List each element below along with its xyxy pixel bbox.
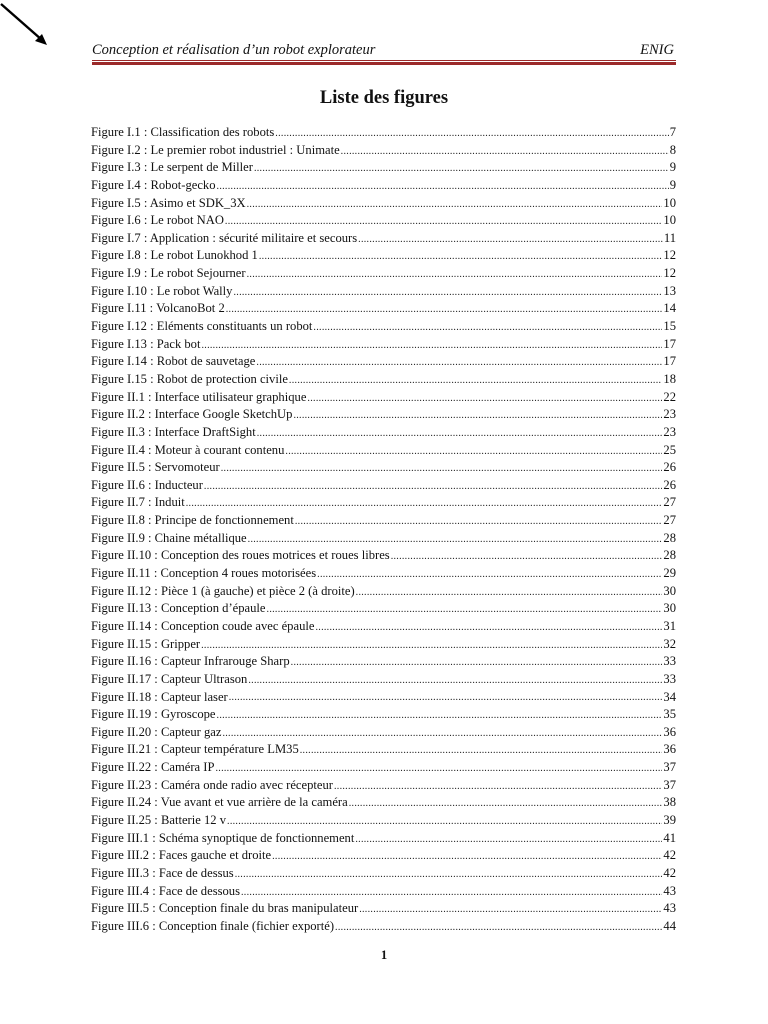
toc-entry[interactable] (91, 124, 676, 142)
toc-entry-page: 30 (663, 583, 676, 598)
toc-entry-page: 15 (663, 319, 676, 334)
toc-entry-label: Figure III.1 : Schéma synoptique de fonctionnement (91, 830, 355, 845)
toc-entry-page: 37 (663, 760, 676, 775)
toc-entry[interactable] (91, 318, 676, 336)
toc-entry-label: Figure II.12 : Pièce 1 (à gauche) et pièce 2 (à droite) (91, 583, 355, 598)
toc-dot-leader (313, 320, 662, 332)
toc-entry-label: Figure I.13 : Pack bot (91, 336, 201, 351)
toc-entry-page: 38 (663, 795, 676, 810)
toc-dot-leader (247, 267, 663, 279)
toc-entry-label: Figure II.23 : Caméra onde radio avec récepteur (91, 777, 333, 792)
toc-entry-page: 11 (663, 230, 676, 245)
toc-entry-page: 12 (663, 266, 676, 281)
toc-dot-leader (217, 708, 663, 720)
toc-dot-leader (317, 567, 662, 579)
toc-entry-page: 44 (663, 918, 676, 933)
toc-dot-leader (247, 196, 663, 208)
toc-entry-label: Figure II.9 : Chaine métallique (91, 530, 247, 545)
toc-dot-leader (229, 690, 663, 702)
toc-entry-label: Figure II.2 : Interface Google SketchUp (91, 407, 293, 422)
toc-dot-leader (233, 284, 662, 296)
toc-entry-page: 26 (663, 477, 676, 492)
toc-entry-label: Figure II.20 : Capteur gaz (91, 724, 222, 739)
toc-entry[interactable] (91, 389, 676, 407)
toc-dot-leader (248, 673, 662, 685)
toc-entry[interactable] (91, 265, 676, 283)
toc-entry[interactable] (91, 212, 676, 230)
header-rule-thin (92, 60, 676, 61)
toc-dot-leader (391, 549, 663, 561)
toc-dot-leader (315, 620, 662, 632)
toc-entry[interactable] (91, 494, 676, 512)
toc-dot-leader (267, 602, 663, 614)
toc-entry-label: Figure II.19 : Gyroscope (91, 707, 216, 722)
toc-dot-leader (201, 337, 662, 349)
toc-entry-page: 37 (663, 777, 676, 792)
toc-entry[interactable] (91, 336, 676, 354)
toc-entry-page: 17 (663, 336, 676, 351)
toc-dot-leader (285, 443, 662, 455)
toc-dot-leader (349, 796, 663, 808)
toc-entry-label: Figure II.25 : Batterie 12 v (91, 812, 227, 827)
toc-entry[interactable] (91, 600, 676, 618)
toc-entry-label: Figure III.4 : Face de dessous (91, 883, 240, 898)
toc-entry-label: Figure II.6 : Inducteur (91, 477, 203, 492)
toc-entry-label: Figure I.9 : Le robot Sejourner (91, 266, 246, 281)
toc-dot-leader (355, 831, 662, 843)
toc-entry-label: Figure I.14 : Robot de sauvetage (91, 354, 256, 369)
header-rule-thick (92, 62, 676, 65)
toc-entry-page: 28 (663, 530, 676, 545)
toc-entry[interactable] (91, 724, 676, 742)
toc-entry[interactable] (91, 636, 676, 654)
toc-entry[interactable] (91, 512, 676, 530)
toc-entry-label: Figure II.16 : Capteur Infrarouge Sharp (91, 654, 290, 669)
toc-entry[interactable] (91, 530, 676, 548)
toc-dot-leader (204, 478, 662, 490)
toc-entry-page: 32 (663, 636, 676, 651)
toc-entry[interactable] (91, 653, 676, 671)
toc-entry[interactable] (91, 247, 676, 265)
toc-dot-leader (359, 902, 662, 914)
toc-entry-label: Figure II.17 : Capteur Ultrason (91, 671, 248, 686)
toc-entry-page: 26 (663, 460, 676, 475)
toc-entry-page: 35 (663, 707, 676, 722)
toc-entry-page: 18 (663, 371, 676, 386)
toc-entry[interactable] (91, 883, 676, 901)
toc-entry-label: Figure II.4 : Moteur à courant contenu (91, 442, 285, 457)
toc-dot-leader (186, 496, 663, 508)
toc-entry-label: Figure I.5 : Asimo et SDK_3X (91, 195, 246, 210)
toc-entry-page: 34 (663, 689, 676, 704)
toc-entry-page: 27 (663, 495, 676, 510)
toc-dot-leader (254, 161, 669, 173)
toc-entry-label: Figure II.3 : Interface DraftSight (91, 424, 256, 439)
toc-entry-page: 33 (663, 671, 676, 686)
toc-entry-label: Figure II.7 : Induit (91, 495, 185, 510)
toc-entry-label: Figure I.2 : Le premier robot industriel : Unimate (91, 142, 340, 157)
toc-entry[interactable] (91, 477, 676, 495)
toc-entry-label: Figure I.4 : Robot-gecko (91, 177, 216, 192)
toc-entry-label: Figure I.10 : Le robot Wally (91, 283, 233, 298)
toc-entry-page: 43 (663, 901, 676, 916)
toc-entry-label: Figure III.6 : Conception finale (fichier exporté) (91, 918, 335, 933)
toc-entry[interactable] (91, 794, 676, 812)
toc-entry-page: 23 (663, 407, 676, 422)
toc-dot-leader (334, 778, 662, 790)
toc-dot-leader (341, 143, 669, 155)
toc-entry-label: Figure II.10 : Conception des roues motrices et roues libres (91, 548, 390, 563)
toc-entry-page: 8 (669, 142, 676, 157)
toc-dot-leader (201, 637, 662, 649)
toc-entry[interactable] (91, 177, 676, 195)
toc-entry-label: Figure II.21 : Capteur température LM35 (91, 742, 299, 757)
toc-dot-leader (222, 725, 662, 737)
toc-entry-page: 36 (663, 742, 676, 757)
toc-entry[interactable] (91, 442, 676, 460)
toc-entry[interactable] (91, 142, 676, 160)
toc-entry[interactable] (91, 565, 676, 583)
toc-dot-leader (335, 919, 662, 931)
page-header (92, 42, 676, 60)
toc-entry-label: Figure II.11 : Conception 4 roues motorisées (91, 566, 317, 581)
toc-dot-leader (221, 461, 663, 473)
toc-dot-leader (295, 514, 663, 526)
toc-entry-label: Figure I.6 : Le robot NAO (91, 213, 224, 228)
toc-entry-label: Figure II.18 : Capteur laser (91, 689, 228, 704)
toc-entry-page: 39 (663, 812, 676, 827)
toc-dot-leader (356, 584, 663, 596)
toc-entry[interactable] (91, 689, 676, 707)
toc-dot-leader (217, 179, 669, 191)
toc-entry-label: Figure II.24 : Vue avant et vue arrière de la caméra (91, 795, 348, 810)
toc-entry[interactable] (91, 777, 676, 795)
toc-entry-page: 23 (663, 424, 676, 439)
toc-entry-page: 43 (663, 883, 676, 898)
toc-entry-page: 9 (669, 177, 676, 192)
toc-entry[interactable] (91, 583, 676, 601)
toc-entry[interactable] (91, 406, 676, 424)
toc-dot-leader (307, 390, 662, 402)
toc-dot-leader (300, 743, 663, 755)
toc-entry-label: Figure I.8 : Le robot Lunokhod 1 (91, 248, 258, 263)
toc-entry-label: Figure I.11 : VolcanoBot 2 (91, 301, 225, 316)
toc-entry[interactable] (91, 847, 676, 865)
toc-entry-page: 10 (663, 195, 676, 210)
toc-entry[interactable] (91, 918, 676, 936)
toc-entry-label: Figure III.5 : Conception finale du bras manipulateur (91, 901, 359, 916)
toc-entry[interactable] (91, 230, 676, 248)
toc-entry[interactable] (91, 283, 676, 301)
toc-entry-label: Figure II.22 : Caméra IP (91, 760, 215, 775)
toc-entry-page: 27 (663, 513, 676, 528)
toc-entry[interactable] (91, 671, 676, 689)
toc-entry[interactable] (91, 741, 676, 759)
toc-entry-label: Figure I.7 : Application : sécurité militaire et secours (91, 230, 358, 245)
toc-entry-label: Figure II.5 : Servomoteur (91, 460, 220, 475)
toc-entry-page: 42 (663, 848, 676, 863)
toc-entry-page: 28 (663, 548, 676, 563)
toc-dot-leader (226, 302, 663, 314)
toc-dot-leader (289, 373, 662, 385)
toc-dot-leader (241, 884, 662, 896)
toc-entry-label: Figure III.2 : Faces gauche et droite (91, 848, 272, 863)
toc-entry-page: 25 (663, 442, 676, 457)
toc-dot-leader (291, 655, 663, 667)
header-document-title: Conception et réalisation d’un robot explorateur (92, 42, 376, 58)
toc-entry[interactable] (91, 759, 676, 777)
toc-entry-page: 29 (663, 566, 676, 581)
toc-entry-page: 13 (663, 283, 676, 298)
toc-entry-page: 42 (663, 865, 676, 880)
toc-entry-label: Figure II.13 : Conception d’épaule (91, 601, 266, 616)
toc-entry-label: Figure I.12 : Eléments constituants un robot (91, 319, 313, 334)
toc-entry-label: Figure II.8 : Principe de fonctionnement (91, 513, 294, 528)
toc-entry-page: 17 (663, 354, 676, 369)
toc-entry-page: 14 (663, 301, 676, 316)
toc-dot-leader (227, 814, 662, 826)
toc-entry[interactable] (91, 459, 676, 477)
toc-entry[interactable] (91, 300, 676, 318)
toc-entry[interactable] (91, 547, 676, 565)
page-number: 1 (380, 948, 388, 962)
toc-entry-page: 36 (663, 724, 676, 739)
toc-dot-leader (293, 408, 662, 420)
toc-entry-page: 31 (663, 618, 676, 633)
corner-arrow-icon (0, 0, 56, 52)
toc-entry[interactable] (91, 424, 676, 442)
toc-entry-page: 7 (669, 125, 676, 139)
toc-entry-page: 12 (663, 248, 676, 263)
toc-dot-leader (235, 867, 663, 879)
list-of-figures (91, 124, 676, 935)
toc-dot-leader (256, 355, 662, 367)
toc-entry-page: 30 (663, 601, 676, 616)
toc-dot-leader (272, 849, 662, 861)
toc-dot-leader (275, 126, 668, 138)
toc-entry-page: 33 (663, 654, 676, 669)
toc-dot-leader (248, 531, 663, 543)
page-title: Liste des figures (319, 88, 449, 108)
toc-entry[interactable] (91, 706, 676, 724)
toc-dot-leader (257, 426, 663, 438)
toc-entry-page: 22 (663, 389, 676, 404)
toc-entry[interactable] (91, 195, 676, 213)
toc-entry-label: Figure II.1 : Interface utilisateur graphique (91, 389, 307, 404)
header-institution: ENIG (640, 42, 674, 58)
toc-entry-label: Figure III.3 : Face de dessus (91, 865, 234, 880)
toc-entry[interactable] (91, 830, 676, 848)
toc-dot-leader (259, 249, 663, 261)
toc-dot-leader (358, 231, 663, 243)
toc-entry-label: Figure I.1 : Classification des robots (91, 125, 275, 139)
toc-entry[interactable] (91, 900, 676, 918)
toc-entry-page: 10 (663, 213, 676, 228)
toc-dot-leader (225, 214, 662, 226)
toc-entry[interactable] (91, 353, 676, 371)
toc-entry[interactable] (91, 812, 676, 830)
toc-entry[interactable] (91, 159, 676, 177)
toc-entry[interactable] (91, 865, 676, 883)
toc-dot-leader (215, 761, 662, 773)
toc-entry-page: 9 (669, 160, 676, 175)
toc-entry-page: 41 (663, 830, 676, 845)
toc-entry-label: Figure I.15 : Robot de protection civile (91, 371, 288, 386)
toc-entry-label: Figure I.3 : Le serpent de Miller (91, 160, 253, 175)
toc-entry-label: Figure II.15 : Gripper (91, 636, 201, 651)
toc-entry[interactable] (91, 618, 676, 636)
toc-entry-label: Figure II.14 : Conception coude avec épaule (91, 618, 315, 633)
toc-entry[interactable] (91, 371, 676, 389)
